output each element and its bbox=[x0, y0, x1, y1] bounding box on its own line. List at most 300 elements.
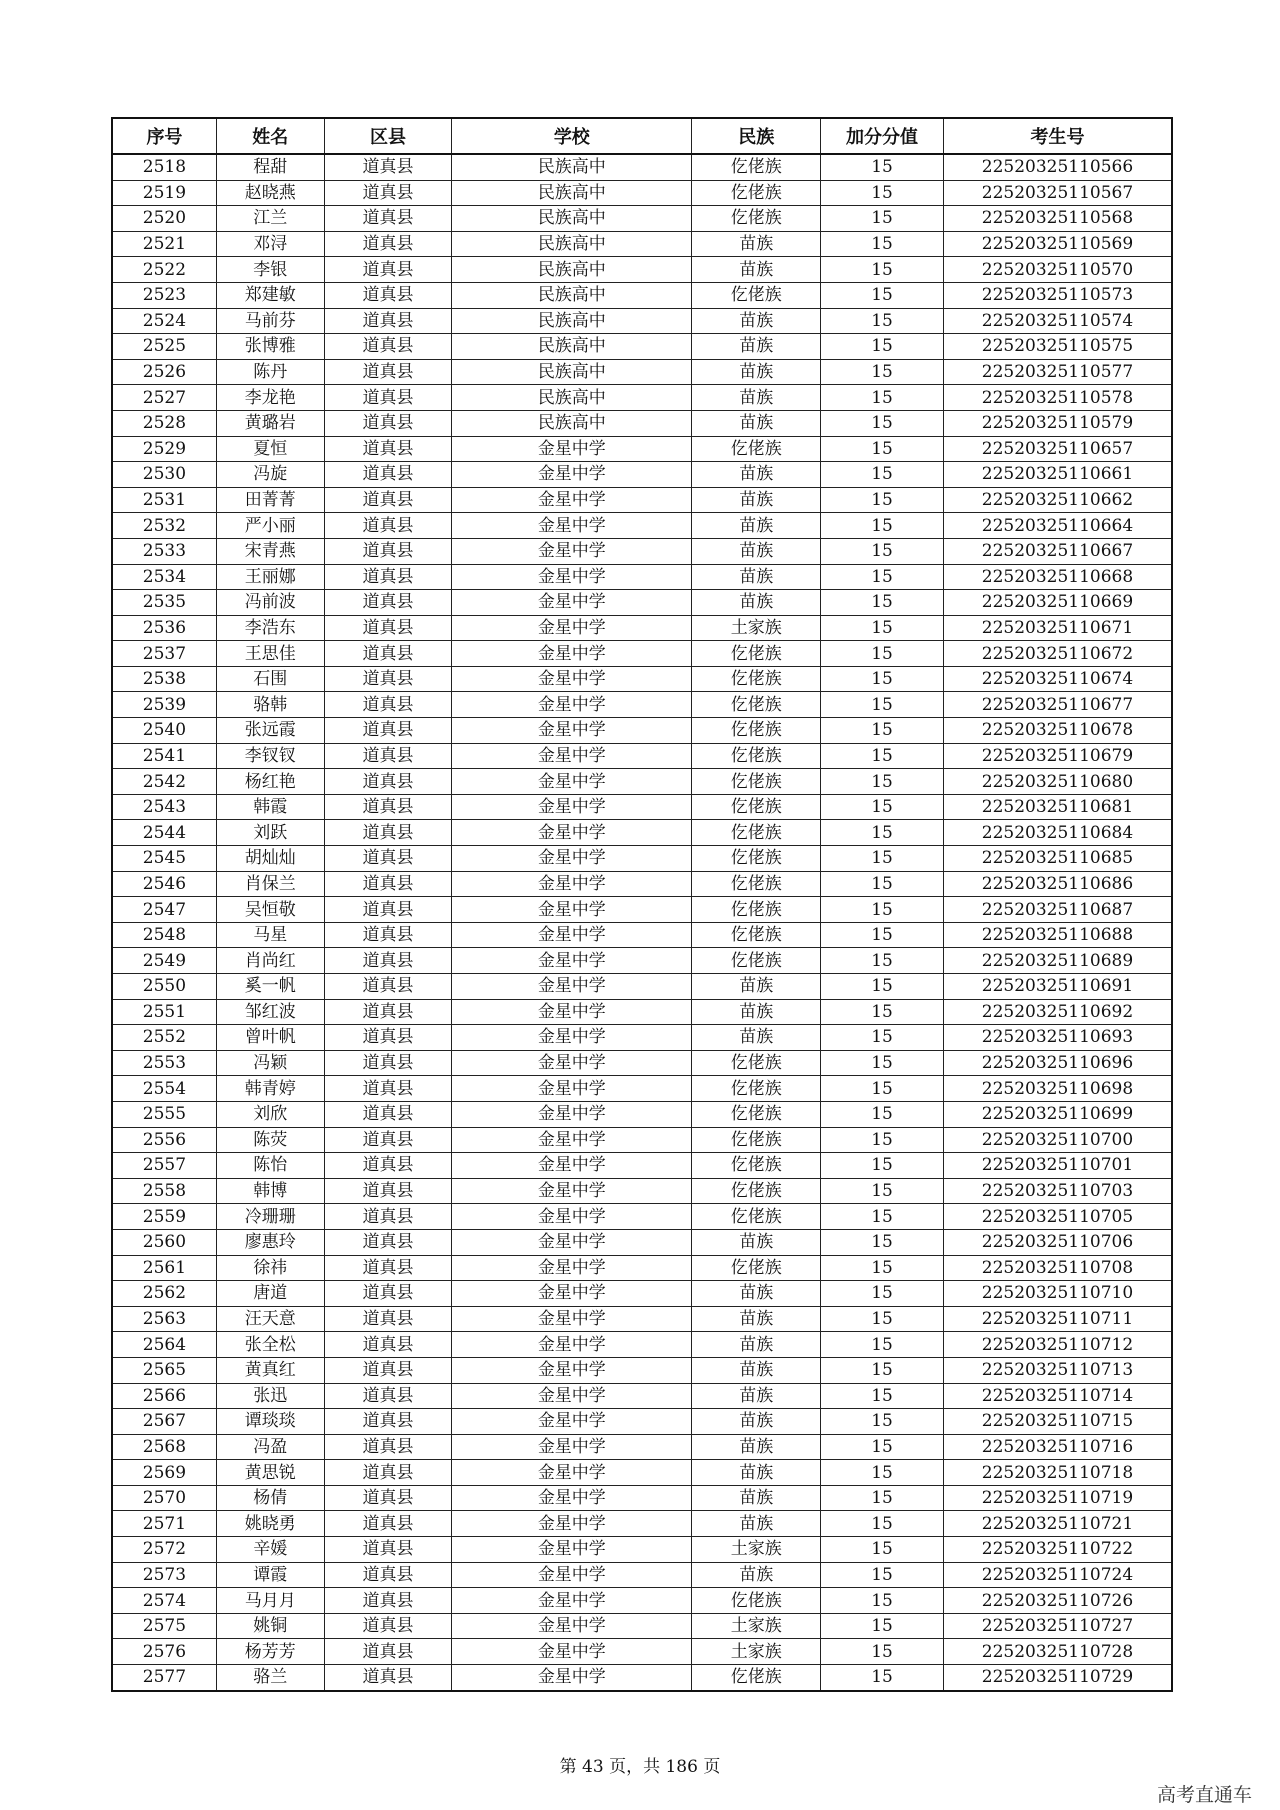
cell-col-index: 2538 bbox=[112, 666, 216, 692]
table-row bbox=[112, 385, 1172, 411]
cell-col-school: 金星中学 bbox=[452, 999, 692, 1025]
cell-col-ethnicity: 苗族 bbox=[692, 1229, 821, 1255]
table-row bbox=[112, 1613, 1172, 1639]
cell-col-bonus: 15 bbox=[821, 1076, 944, 1102]
cell-col-bonus: 15 bbox=[821, 641, 944, 667]
cell-col-school: 金星中学 bbox=[452, 1357, 692, 1383]
cell-col-name: 李龙艳 bbox=[216, 385, 324, 411]
cell-col-bonus: 15 bbox=[821, 564, 944, 590]
cell-col-name: 冷珊珊 bbox=[216, 1204, 324, 1230]
cell-col-ethnicity: 仡佬族 bbox=[692, 922, 821, 948]
cell-col-index: 2574 bbox=[112, 1588, 216, 1614]
cell-col-school: 金星中学 bbox=[452, 1383, 692, 1409]
cell-col-county: 道真县 bbox=[324, 590, 452, 616]
cell-col-exam-id: 22520325110728 bbox=[943, 1639, 1172, 1665]
cell-col-bonus: 15 bbox=[821, 154, 944, 180]
cell-col-name: 谭琰琰 bbox=[216, 1409, 324, 1435]
cell-col-index: 2560 bbox=[112, 1229, 216, 1255]
cell-col-ethnicity: 苗族 bbox=[692, 564, 821, 590]
cell-col-county: 道真县 bbox=[324, 180, 452, 206]
table-row bbox=[112, 897, 1172, 923]
cell-col-ethnicity: 仡佬族 bbox=[692, 692, 821, 718]
cell-col-exam-id: 22520325110685 bbox=[943, 846, 1172, 872]
cell-col-school: 民族高中 bbox=[452, 385, 692, 411]
cell-col-exam-id: 22520325110674 bbox=[943, 666, 1172, 692]
cell-col-school: 金星中学 bbox=[452, 743, 692, 769]
cell-col-index: 2518 bbox=[112, 154, 216, 180]
cell-col-ethnicity: 苗族 bbox=[692, 590, 821, 616]
cell-col-bonus: 15 bbox=[821, 820, 944, 846]
cell-col-name: 田菁菁 bbox=[216, 487, 324, 513]
cell-col-index: 2555 bbox=[112, 1101, 216, 1127]
cell-col-bonus: 15 bbox=[821, 1588, 944, 1614]
table-row bbox=[112, 1281, 1172, 1307]
cell-col-name: 马前芬 bbox=[216, 308, 324, 334]
cell-col-county: 道真县 bbox=[324, 462, 452, 488]
cell-col-school: 金星中学 bbox=[452, 974, 692, 1000]
cell-col-ethnicity: 仡佬族 bbox=[692, 1101, 821, 1127]
cell-col-county: 道真县 bbox=[324, 871, 452, 897]
cell-col-name: 黄思锐 bbox=[216, 1460, 324, 1486]
cell-col-county: 道真县 bbox=[324, 1153, 452, 1179]
table-row bbox=[112, 180, 1172, 206]
cell-col-school: 民族高中 bbox=[452, 257, 692, 283]
cell-col-school: 金星中学 bbox=[452, 1127, 692, 1153]
cell-col-exam-id: 22520325110575 bbox=[943, 334, 1172, 360]
table-row bbox=[112, 1178, 1172, 1204]
cell-col-bonus: 15 bbox=[821, 1537, 944, 1563]
cell-col-county: 道真县 bbox=[324, 820, 452, 846]
table-row bbox=[112, 1383, 1172, 1409]
cell-col-school: 金星中学 bbox=[452, 1101, 692, 1127]
cell-col-name: 冯前波 bbox=[216, 590, 324, 616]
table-row bbox=[112, 1639, 1172, 1665]
cell-col-school: 民族高中 bbox=[452, 206, 692, 232]
cell-col-school: 金星中学 bbox=[452, 666, 692, 692]
cell-col-county: 道真县 bbox=[324, 282, 452, 308]
cell-col-county: 道真县 bbox=[324, 1357, 452, 1383]
cell-col-school: 金星中学 bbox=[452, 794, 692, 820]
cell-col-school: 金星中学 bbox=[452, 871, 692, 897]
cell-col-bonus: 15 bbox=[821, 718, 944, 744]
cell-col-ethnicity: 土家族 bbox=[692, 1613, 821, 1639]
table-row bbox=[112, 538, 1172, 564]
cell-col-index: 2567 bbox=[112, 1409, 216, 1435]
cell-col-school: 金星中学 bbox=[452, 948, 692, 974]
cell-col-exam-id: 22520325110699 bbox=[943, 1101, 1172, 1127]
cell-col-bonus: 15 bbox=[821, 359, 944, 385]
cell-col-exam-id: 22520325110722 bbox=[943, 1537, 1172, 1563]
cell-col-ethnicity: 苗族 bbox=[692, 1511, 821, 1537]
cell-col-ethnicity: 苗族 bbox=[692, 231, 821, 257]
cell-col-exam-id: 22520325110577 bbox=[943, 359, 1172, 385]
cell-col-ethnicity: 苗族 bbox=[692, 1357, 821, 1383]
table-row bbox=[112, 1562, 1172, 1588]
cell-col-name: 胡灿灿 bbox=[216, 846, 324, 872]
cell-col-school: 金星中学 bbox=[452, 1613, 692, 1639]
cell-col-ethnicity: 仡佬族 bbox=[692, 1076, 821, 1102]
cell-col-index: 2546 bbox=[112, 871, 216, 897]
cell-col-exam-id: 22520325110705 bbox=[943, 1204, 1172, 1230]
cell-col-county: 道真县 bbox=[324, 1101, 452, 1127]
table-row bbox=[112, 1588, 1172, 1614]
cell-col-ethnicity: 仡佬族 bbox=[692, 436, 821, 462]
table-row bbox=[112, 1409, 1172, 1435]
cell-col-bonus: 15 bbox=[821, 743, 944, 769]
cell-col-county: 道真县 bbox=[324, 564, 452, 590]
cell-col-exam-id: 22520325110710 bbox=[943, 1281, 1172, 1307]
cell-col-index: 2519 bbox=[112, 180, 216, 206]
cell-col-ethnicity: 仡佬族 bbox=[692, 718, 821, 744]
cell-col-county: 道真县 bbox=[324, 1485, 452, 1511]
cell-col-county: 道真县 bbox=[324, 666, 452, 692]
cell-col-school: 金星中学 bbox=[452, 1562, 692, 1588]
cell-col-school: 金星中学 bbox=[452, 1178, 692, 1204]
cell-col-name: 邓浔 bbox=[216, 231, 324, 257]
cell-col-exam-id: 22520325110708 bbox=[943, 1255, 1172, 1281]
cell-col-exam-id: 22520325110721 bbox=[943, 1511, 1172, 1537]
table-row bbox=[112, 615, 1172, 641]
table-row bbox=[112, 1332, 1172, 1358]
cell-col-name: 骆兰 bbox=[216, 1665, 324, 1691]
cell-col-index: 2527 bbox=[112, 385, 216, 411]
cell-col-exam-id: 22520325110719 bbox=[943, 1485, 1172, 1511]
cell-col-ethnicity: 苗族 bbox=[692, 999, 821, 1025]
cell-col-name: 王思佳 bbox=[216, 641, 324, 667]
cell-col-exam-id: 22520325110662 bbox=[943, 487, 1172, 513]
cell-col-school: 民族高中 bbox=[452, 359, 692, 385]
cell-col-index: 2551 bbox=[112, 999, 216, 1025]
cell-col-ethnicity: 仡佬族 bbox=[692, 794, 821, 820]
cell-col-name: 严小丽 bbox=[216, 513, 324, 539]
cell-col-bonus: 15 bbox=[821, 897, 944, 923]
watermark-logo-text: 高考直通车 bbox=[1156, 1784, 1252, 1806]
cell-col-name: 邹红波 bbox=[216, 999, 324, 1025]
cell-col-exam-id: 22520325110701 bbox=[943, 1153, 1172, 1179]
cell-col-bonus: 15 bbox=[821, 1639, 944, 1665]
cell-col-index: 2530 bbox=[112, 462, 216, 488]
cell-col-school: 民族高中 bbox=[452, 154, 692, 180]
cell-col-school: 民族高中 bbox=[452, 180, 692, 206]
cell-col-index: 2554 bbox=[112, 1076, 216, 1102]
cell-col-exam-id: 22520325110727 bbox=[943, 1613, 1172, 1639]
cell-col-exam-id: 22520325110570 bbox=[943, 257, 1172, 283]
cell-col-school: 金星中学 bbox=[452, 897, 692, 923]
cell-col-county: 道真县 bbox=[324, 538, 452, 564]
table-row bbox=[112, 231, 1172, 257]
cell-col-ethnicity: 苗族 bbox=[692, 974, 821, 1000]
cell-col-index: 2553 bbox=[112, 1050, 216, 1076]
cell-col-exam-id: 22520325110711 bbox=[943, 1306, 1172, 1332]
cell-col-exam-id: 22520325110696 bbox=[943, 1050, 1172, 1076]
cell-col-bonus: 15 bbox=[821, 615, 944, 641]
cell-col-school: 金星中学 bbox=[452, 538, 692, 564]
table-row bbox=[112, 1357, 1172, 1383]
cell-col-exam-id: 22520325110714 bbox=[943, 1383, 1172, 1409]
cell-col-bonus: 15 bbox=[821, 1153, 944, 1179]
cell-col-bonus: 15 bbox=[821, 206, 944, 232]
cell-col-bonus: 15 bbox=[821, 794, 944, 820]
cell-col-ethnicity: 土家族 bbox=[692, 615, 821, 641]
cell-col-school: 金星中学 bbox=[452, 1204, 692, 1230]
cell-col-ethnicity: 苗族 bbox=[692, 1306, 821, 1332]
cell-col-exam-id: 22520325110686 bbox=[943, 871, 1172, 897]
cell-col-school: 金星中学 bbox=[452, 436, 692, 462]
cell-col-ethnicity: 苗族 bbox=[692, 1383, 821, 1409]
cell-col-name: 冯盈 bbox=[216, 1434, 324, 1460]
table-row bbox=[112, 794, 1172, 820]
cell-col-index: 2531 bbox=[112, 487, 216, 513]
cell-col-bonus: 15 bbox=[821, 1460, 944, 1486]
cell-col-school: 金星中学 bbox=[452, 487, 692, 513]
cell-col-ethnicity: 仡佬族 bbox=[692, 897, 821, 923]
cell-col-index: 2544 bbox=[112, 820, 216, 846]
cell-col-bonus: 15 bbox=[821, 1306, 944, 1332]
cell-col-exam-id: 22520325110729 bbox=[943, 1665, 1172, 1691]
cell-col-bonus: 15 bbox=[821, 1255, 944, 1281]
table-row bbox=[112, 718, 1172, 744]
cell-col-exam-id: 22520325110706 bbox=[943, 1229, 1172, 1255]
cell-col-exam-id: 22520325110688 bbox=[943, 922, 1172, 948]
cell-col-ethnicity: 仡佬族 bbox=[692, 1178, 821, 1204]
cell-col-bonus: 15 bbox=[821, 180, 944, 206]
cell-col-name: 张博雅 bbox=[216, 334, 324, 360]
cell-col-county: 道真县 bbox=[324, 359, 452, 385]
cell-col-exam-id: 22520325110568 bbox=[943, 206, 1172, 232]
table-row bbox=[112, 666, 1172, 692]
cell-col-bonus: 15 bbox=[821, 308, 944, 334]
cell-col-bonus: 15 bbox=[821, 487, 944, 513]
cell-col-exam-id: 22520325110661 bbox=[943, 462, 1172, 488]
cell-col-school: 金星中学 bbox=[452, 1588, 692, 1614]
cell-col-exam-id: 22520325110716 bbox=[943, 1434, 1172, 1460]
cell-col-name: 张全松 bbox=[216, 1332, 324, 1358]
cell-col-name: 姚铜 bbox=[216, 1613, 324, 1639]
cell-col-bonus: 15 bbox=[821, 1562, 944, 1588]
cell-col-name: 唐道 bbox=[216, 1281, 324, 1307]
cell-col-bonus: 15 bbox=[821, 1025, 944, 1051]
cell-col-ethnicity: 仡佬族 bbox=[692, 1204, 821, 1230]
cell-col-exam-id: 22520325110692 bbox=[943, 999, 1172, 1025]
cell-col-exam-id: 22520325110578 bbox=[943, 385, 1172, 411]
cell-col-school: 民族高中 bbox=[452, 334, 692, 360]
cell-col-exam-id: 22520325110566 bbox=[943, 154, 1172, 180]
cell-col-county: 道真县 bbox=[324, 1511, 452, 1537]
cell-col-name: 廖惠玲 bbox=[216, 1229, 324, 1255]
cell-col-index: 2568 bbox=[112, 1434, 216, 1460]
cell-col-county: 道真县 bbox=[324, 948, 452, 974]
cell-col-county: 道真县 bbox=[324, 1127, 452, 1153]
table-row bbox=[112, 692, 1172, 718]
cell-col-name: 曾叶帆 bbox=[216, 1025, 324, 1051]
header-col-bonus: 加分分值 bbox=[821, 118, 944, 154]
header-col-county: 区县 bbox=[324, 118, 452, 154]
cell-col-ethnicity: 苗族 bbox=[692, 487, 821, 513]
cell-col-exam-id: 22520325110657 bbox=[943, 436, 1172, 462]
cell-col-exam-id: 22520325110715 bbox=[943, 1409, 1172, 1435]
cell-col-index: 2522 bbox=[112, 257, 216, 283]
cell-col-index: 2521 bbox=[112, 231, 216, 257]
table-row bbox=[112, 1153, 1172, 1179]
cell-col-bonus: 15 bbox=[821, 462, 944, 488]
cell-col-county: 道真县 bbox=[324, 692, 452, 718]
cell-col-county: 道真县 bbox=[324, 513, 452, 539]
cell-col-index: 2524 bbox=[112, 308, 216, 334]
cell-col-county: 道真县 bbox=[324, 1306, 452, 1332]
table-row bbox=[112, 1485, 1172, 1511]
cell-col-school: 金星中学 bbox=[452, 564, 692, 590]
table-row bbox=[112, 1229, 1172, 1255]
cell-col-bonus: 15 bbox=[821, 1101, 944, 1127]
cell-col-bonus: 15 bbox=[821, 590, 944, 616]
cell-col-exam-id: 22520325110668 bbox=[943, 564, 1172, 590]
cell-col-name: 宋青燕 bbox=[216, 538, 324, 564]
cell-col-exam-id: 22520325110698 bbox=[943, 1076, 1172, 1102]
cell-col-exam-id: 22520325110681 bbox=[943, 794, 1172, 820]
cell-col-school: 金星中学 bbox=[452, 1537, 692, 1563]
cell-col-name: 韩博 bbox=[216, 1178, 324, 1204]
cell-col-school: 民族高中 bbox=[452, 282, 692, 308]
cell-col-ethnicity: 仡佬族 bbox=[692, 743, 821, 769]
cell-col-name: 张远霞 bbox=[216, 718, 324, 744]
cell-col-index: 2541 bbox=[112, 743, 216, 769]
cell-col-name: 黄真红 bbox=[216, 1357, 324, 1383]
cell-col-index: 2559 bbox=[112, 1204, 216, 1230]
cell-col-ethnicity: 苗族 bbox=[692, 513, 821, 539]
cell-col-exam-id: 22520325110678 bbox=[943, 718, 1172, 744]
table-row bbox=[112, 462, 1172, 488]
cell-col-county: 道真县 bbox=[324, 794, 452, 820]
cell-col-index: 2526 bbox=[112, 359, 216, 385]
table-row bbox=[112, 154, 1172, 180]
cell-col-county: 道真县 bbox=[324, 154, 452, 180]
cell-col-name: 杨芳芳 bbox=[216, 1639, 324, 1665]
header-col-index: 序号 bbox=[112, 118, 216, 154]
cell-col-ethnicity: 仡佬族 bbox=[692, 180, 821, 206]
cell-col-bonus: 15 bbox=[821, 1050, 944, 1076]
table-row bbox=[112, 1511, 1172, 1537]
cell-col-school: 金星中学 bbox=[452, 1639, 692, 1665]
table-row bbox=[112, 308, 1172, 334]
cell-col-name: 陈荧 bbox=[216, 1127, 324, 1153]
cell-col-ethnicity: 苗族 bbox=[692, 308, 821, 334]
cell-col-index: 2540 bbox=[112, 718, 216, 744]
cell-col-exam-id: 22520325110664 bbox=[943, 513, 1172, 539]
cell-col-exam-id: 22520325110700 bbox=[943, 1127, 1172, 1153]
cell-col-bonus: 15 bbox=[821, 666, 944, 692]
cell-col-ethnicity: 苗族 bbox=[692, 1460, 821, 1486]
cell-col-name: 奚一帆 bbox=[216, 974, 324, 1000]
cell-col-bonus: 15 bbox=[821, 1511, 944, 1537]
cell-col-school: 金星中学 bbox=[452, 1153, 692, 1179]
cell-col-name: 陈怡 bbox=[216, 1153, 324, 1179]
cell-col-ethnicity: 仡佬族 bbox=[692, 1255, 821, 1281]
cell-col-school: 金星中学 bbox=[452, 846, 692, 872]
cell-col-index: 2552 bbox=[112, 1025, 216, 1051]
cell-col-ethnicity: 苗族 bbox=[692, 1281, 821, 1307]
cell-col-exam-id: 22520325110672 bbox=[943, 641, 1172, 667]
cell-col-ethnicity: 仡佬族 bbox=[692, 1588, 821, 1614]
cell-col-name: 冯颖 bbox=[216, 1050, 324, 1076]
cell-col-index: 2565 bbox=[112, 1357, 216, 1383]
cell-col-bonus: 15 bbox=[821, 385, 944, 411]
cell-col-index: 2537 bbox=[112, 641, 216, 667]
cell-col-index: 2569 bbox=[112, 1460, 216, 1486]
cell-col-name: 郑建敏 bbox=[216, 282, 324, 308]
cell-col-name: 赵晓燕 bbox=[216, 180, 324, 206]
cell-col-county: 道真县 bbox=[324, 1639, 452, 1665]
cell-col-name: 杨红艳 bbox=[216, 769, 324, 795]
cell-col-exam-id: 22520325110724 bbox=[943, 1562, 1172, 1588]
cell-col-name: 江兰 bbox=[216, 206, 324, 232]
cell-col-name: 汪天意 bbox=[216, 1306, 324, 1332]
cell-col-county: 道真县 bbox=[324, 1050, 452, 1076]
cell-col-name: 黄璐岩 bbox=[216, 410, 324, 436]
cell-col-school: 金星中学 bbox=[452, 1025, 692, 1051]
cell-col-index: 2532 bbox=[112, 513, 216, 539]
table-row bbox=[112, 1306, 1172, 1332]
cell-col-school: 金星中学 bbox=[452, 462, 692, 488]
table-row bbox=[112, 743, 1172, 769]
cell-col-ethnicity: 苗族 bbox=[692, 1409, 821, 1435]
cell-col-county: 道真县 bbox=[324, 1613, 452, 1639]
cell-col-index: 2570 bbox=[112, 1485, 216, 1511]
cell-col-name: 徐祎 bbox=[216, 1255, 324, 1281]
cell-col-exam-id: 22520325110684 bbox=[943, 820, 1172, 846]
cell-col-ethnicity: 苗族 bbox=[692, 538, 821, 564]
cell-col-ethnicity: 仡佬族 bbox=[692, 820, 821, 846]
cell-col-index: 2562 bbox=[112, 1281, 216, 1307]
cell-col-school: 金星中学 bbox=[452, 820, 692, 846]
cell-col-school: 金星中学 bbox=[452, 1255, 692, 1281]
cell-col-school: 金星中学 bbox=[452, 1281, 692, 1307]
cell-col-index: 2558 bbox=[112, 1178, 216, 1204]
cell-col-bonus: 15 bbox=[821, 257, 944, 283]
cell-col-school: 金星中学 bbox=[452, 590, 692, 616]
cell-col-name: 杨倩 bbox=[216, 1485, 324, 1511]
cell-col-index: 2520 bbox=[112, 206, 216, 232]
cell-col-ethnicity: 苗族 bbox=[692, 385, 821, 411]
cell-col-county: 道真县 bbox=[324, 1562, 452, 1588]
cell-col-exam-id: 22520325110718 bbox=[943, 1460, 1172, 1486]
cell-col-ethnicity: 仡佬族 bbox=[692, 1153, 821, 1179]
cell-col-ethnicity: 土家族 bbox=[692, 1537, 821, 1563]
cell-col-name: 刘跃 bbox=[216, 820, 324, 846]
table-row bbox=[112, 1537, 1172, 1563]
cell-col-ethnicity: 苗族 bbox=[692, 257, 821, 283]
cell-col-school: 金星中学 bbox=[452, 1434, 692, 1460]
cell-col-exam-id: 22520325110669 bbox=[943, 590, 1172, 616]
header-col-school: 学校 bbox=[452, 118, 692, 154]
table-row bbox=[112, 590, 1172, 616]
cell-col-name: 夏恒 bbox=[216, 436, 324, 462]
cell-col-county: 道真县 bbox=[324, 641, 452, 667]
cell-col-index: 2529 bbox=[112, 436, 216, 462]
cell-col-exam-id: 22520325110677 bbox=[943, 692, 1172, 718]
cell-col-school: 金星中学 bbox=[452, 1229, 692, 1255]
cell-col-county: 道真县 bbox=[324, 231, 452, 257]
cell-col-exam-id: 22520325110573 bbox=[943, 282, 1172, 308]
table-row bbox=[112, 871, 1172, 897]
cell-col-county: 道真县 bbox=[324, 922, 452, 948]
cell-col-bonus: 15 bbox=[821, 692, 944, 718]
cell-col-county: 道真县 bbox=[324, 1588, 452, 1614]
cell-col-ethnicity: 仡佬族 bbox=[692, 282, 821, 308]
cell-col-school: 金星中学 bbox=[452, 1332, 692, 1358]
header-col-exam-id: 考生号 bbox=[943, 118, 1172, 154]
cell-col-bonus: 15 bbox=[821, 1485, 944, 1511]
cell-col-index: 2533 bbox=[112, 538, 216, 564]
